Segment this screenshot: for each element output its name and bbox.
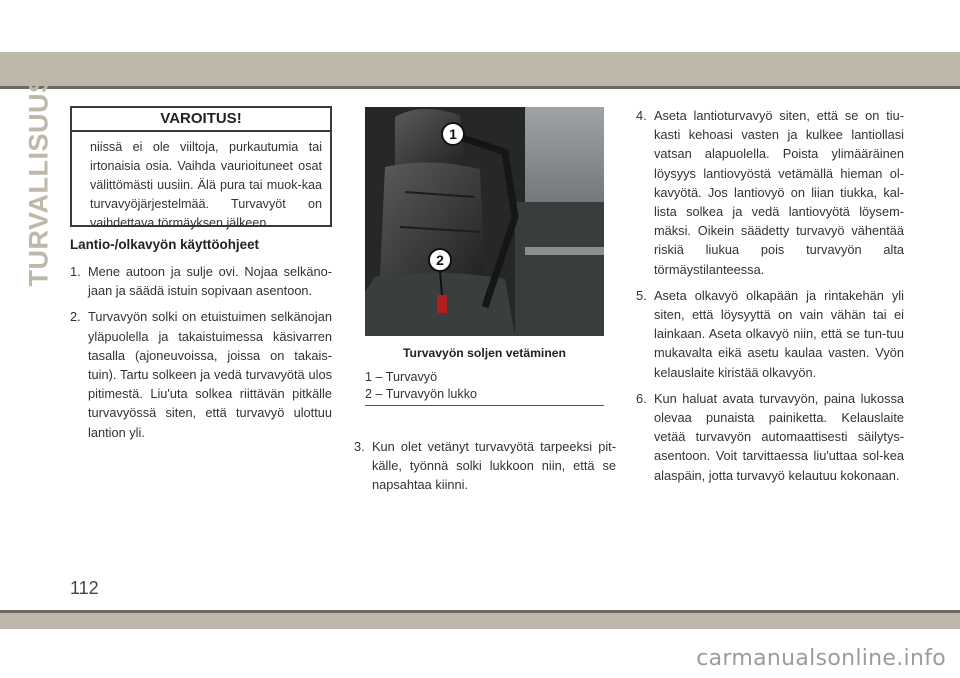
section-heading: Lantio-/olkavyön käyttöohjeet xyxy=(70,237,259,252)
list-item xyxy=(636,286,904,382)
section-tab-label: TURVALLISUUS xyxy=(23,73,54,287)
step-number: 5. xyxy=(636,287,647,303)
list-item xyxy=(636,106,904,279)
step-number: 2. xyxy=(70,309,81,325)
callout-1: 1 xyxy=(449,126,457,142)
right-column-steps xyxy=(636,106,904,492)
warning-box xyxy=(70,106,332,230)
list-item xyxy=(70,262,332,300)
page-number: 112 xyxy=(70,578,99,598)
header-rule xyxy=(0,86,960,89)
step-number: 3. xyxy=(354,439,365,454)
step-text: Aseta olkavyö olkapään ja rintakehän yli siten, että löysyyttä on vain vähän tai ei lainkaan. Aseta olkavyö niin, että se tun-tuu mukavalta eikä asetu kaulaa vasten. Vyön kelauslaite kiristää olkavyön. xyxy=(654,287,904,380)
legend-item: 1 – Turvavyö xyxy=(365,370,438,384)
left-column-steps xyxy=(70,262,332,449)
step-text: Kun olet vetänyt turvavyötä tarpeeksi pit-källe, työnnä solki lukkoon niin, että se napsahtaa kiinni. xyxy=(372,439,616,493)
warning-title: VAROITUS! xyxy=(72,108,330,132)
callout-2: 2 xyxy=(436,252,444,268)
watermark: carmanualsonline.info xyxy=(696,646,946,671)
middle-column-steps xyxy=(354,437,616,502)
seat-illustration xyxy=(365,107,604,336)
step-number: 6. xyxy=(636,390,647,406)
step-number: 1. xyxy=(70,264,81,279)
header-band xyxy=(0,52,960,86)
warning-text: niissä ei ole viiltoja, purkautumia tai irtonaisia osia. Vaihda vaurioituneet osat välittömästi uusiin. Älä pura tai muok-kaa turvavyöjärjestelmää. Turvavyöt on vaihdettava törmäyksen jälkeen. xyxy=(90,140,322,230)
step-text: Turvavyön solki on etuistuimen selkänojan yläpuolella ja takaistuimessa käsivarren tasalla (ajoneuvoissa, joissa on takais-tuin). Tartu solkeen ja vedä turvavyötä ulos pitimestä. Liu'uta solkea riittävän pitkälle turvavyössä siten, että turvavyö ulottuu lantion yli. xyxy=(88,309,332,440)
figure-caption: Turvavyön soljen vetäminen xyxy=(402,346,566,360)
section-tab xyxy=(22,73,56,287)
step-text: Aseta lantioturvavyö siten, että se on tiu-kasti kehoasi vasten ja kulkee lantiollasi vatsan alapuolella. Poista ylimääräinen löysyys lantiovyöstä vetämällä hieman ol-kavyötä. Jos lantiovyö on liian tiukka, kal-lista solkea ja vedä lantiovyötä löysem-mäksi. Oikein säädetty turvavyö vähentää riskiä liukua pois turvavyön alta törmäystilanteessa. xyxy=(654,108,904,277)
legend-item: 2 – Turvavyön lukko xyxy=(365,387,478,401)
figure-rule xyxy=(365,405,604,406)
step-text: Kun haluat avata turvavyön, paina lukossa olevaa punaista painiketta. Kelauslaite vetää turvavyön automaattisesti säilytys-asentoon. Voit tarvittaessa liu'uttaa sol-kea alaspäin, jotta turvavyö kelautuu kokonaan. xyxy=(654,390,904,483)
list-item xyxy=(70,307,332,441)
step-text: Mene autoon ja sulje ovi. Nojaa selkäno-jaan ja säädä istuin sopivaan asentoon. xyxy=(88,264,332,299)
list-item xyxy=(354,437,616,495)
seatbelt-photo xyxy=(365,107,604,336)
step-number: 4. xyxy=(636,108,647,123)
figure-legend xyxy=(365,369,604,403)
footer-band xyxy=(0,613,960,629)
list-item xyxy=(636,389,904,485)
